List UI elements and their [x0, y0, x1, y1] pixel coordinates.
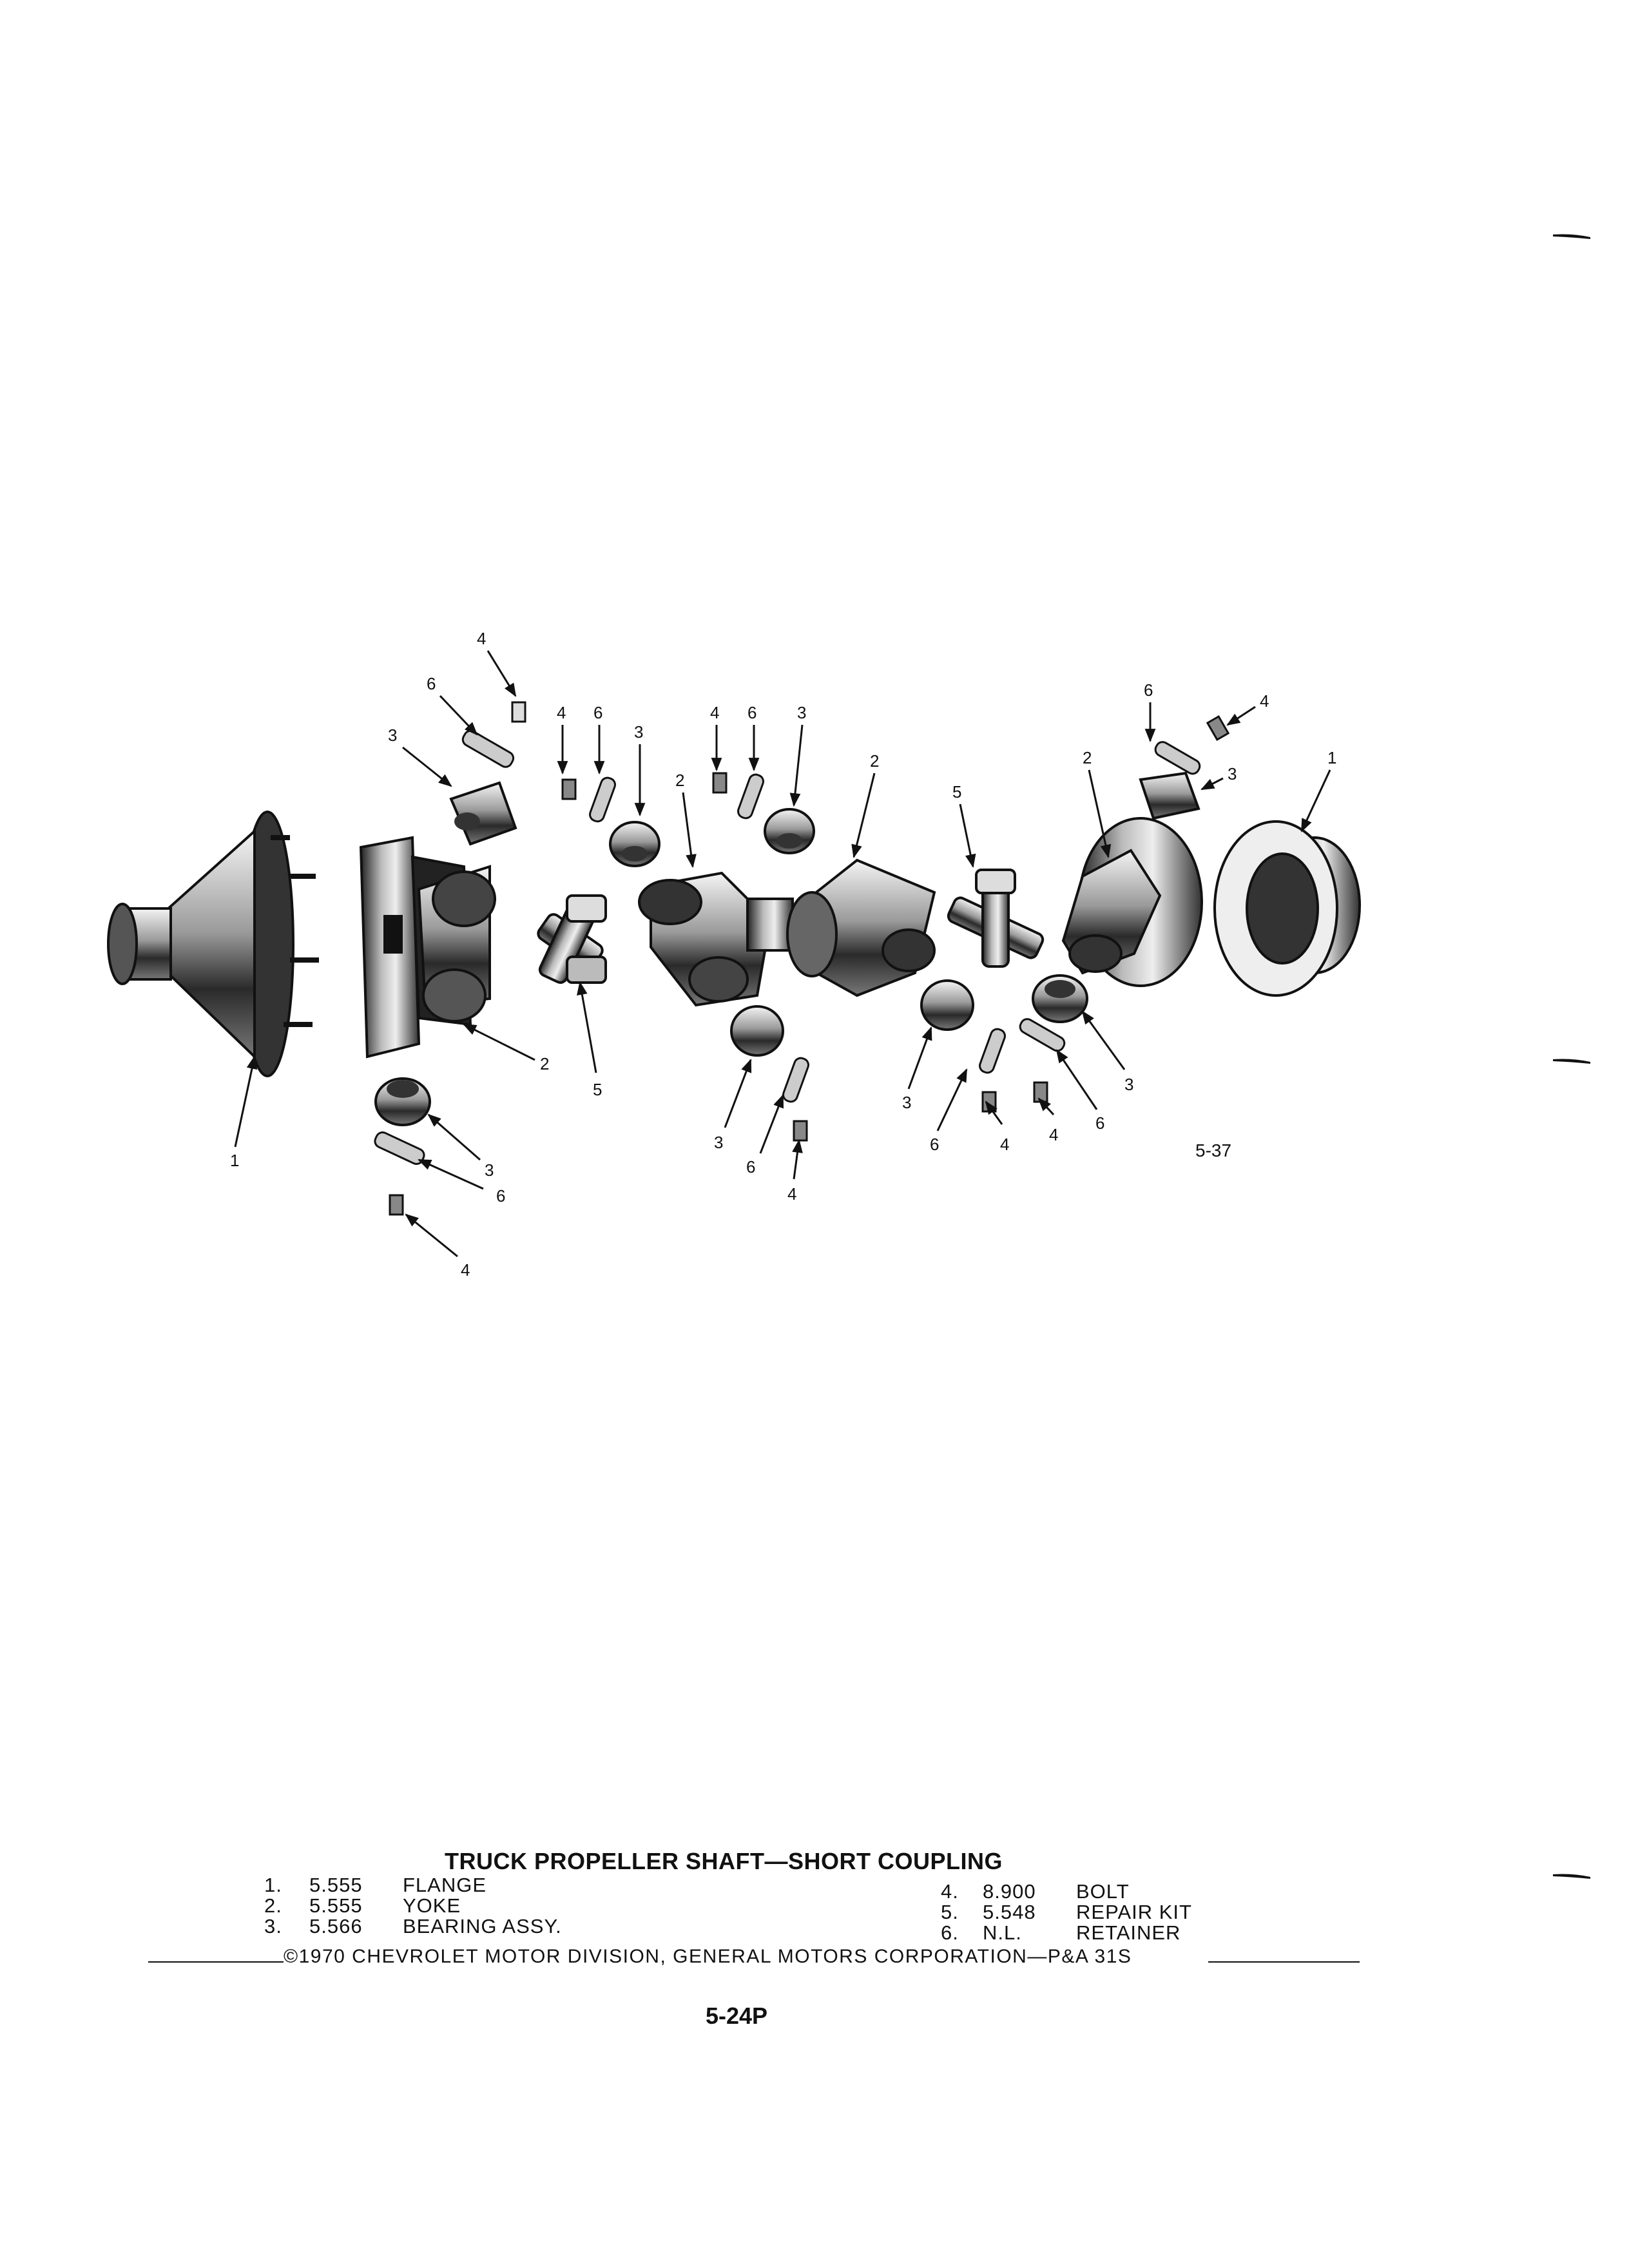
part-code: 5.555	[309, 1894, 363, 1917]
bolt	[390, 1195, 403, 1215]
callout-label: 6	[746, 1157, 756, 1177]
callout-label: 3	[388, 726, 398, 745]
part-name: BEARING ASSY.	[403, 1915, 562, 1937]
bearing-cap	[765, 809, 814, 853]
callout-label: 2	[540, 1054, 550, 1073]
cross-kit-right	[947, 870, 1045, 966]
bolt	[1034, 1082, 1047, 1102]
callout-label: 6	[496, 1186, 506, 1206]
part-name: FLANGE	[403, 1874, 487, 1896]
callout-label: 3	[1124, 1075, 1134, 1094]
part-number: 1.	[264, 1874, 282, 1896]
parts-list-right	[941, 1881, 1302, 1943]
part-name: REPAIR KIT	[1076, 1901, 1192, 1923]
retainer	[588, 776, 617, 823]
callout-label: 3	[714, 1133, 724, 1152]
bearing-cap	[731, 1006, 783, 1055]
flange-right	[1215, 822, 1360, 995]
callout-label: 5	[952, 782, 962, 802]
callout-label: 2	[870, 751, 880, 771]
yoke-right	[1063, 818, 1202, 986]
part-code: 8.900	[983, 1880, 1036, 1903]
part-number: 5.	[941, 1901, 959, 1923]
callout-label: 1	[230, 1151, 240, 1170]
retainer	[782, 1056, 811, 1103]
copyright-text: ©1970 CHEVROLET MOTOR DIVISION, GENERAL MOTORS CORPORATION—P&A 31S	[284, 1946, 1132, 1967]
divider	[148, 1961, 284, 1963]
retainer	[737, 773, 766, 820]
bearing-cap	[376, 1079, 430, 1125]
flange-left	[108, 812, 319, 1076]
callout-label: 4	[461, 1260, 470, 1280]
callout-label: 2	[1083, 748, 1092, 767]
part-code: 5.566	[309, 1915, 363, 1937]
retainer	[978, 1027, 1007, 1074]
bearing-cap	[610, 822, 659, 866]
caption-title: TRUCK PROPELLER SHAFT—SHORT COUPLING	[445, 1848, 1003, 1874]
parts-row	[941, 1923, 1302, 1943]
copyright-line	[148, 1946, 1360, 1972]
parts-row	[264, 1875, 599, 1896]
parts-list-left	[264, 1875, 599, 1937]
callout-label: 3	[902, 1093, 912, 1112]
part-name: YOKE	[403, 1894, 461, 1917]
part-number: 3.	[264, 1915, 282, 1937]
divider	[1208, 1961, 1360, 1963]
callout-label: 5	[593, 1080, 602, 1099]
callout-label: 3	[485, 1160, 494, 1180]
part-name: RETAINER	[1076, 1921, 1181, 1944]
part-code: 5.555	[309, 1874, 363, 1896]
parts-row	[941, 1881, 1302, 1902]
part-number: 4.	[941, 1880, 959, 1903]
part-code: 5.548	[983, 1901, 1036, 1923]
retainer	[461, 729, 516, 769]
bolt	[794, 1121, 807, 1140]
bearing-cap	[921, 981, 973, 1030]
part-number: 2.	[264, 1894, 282, 1917]
figure-reference: 5-37	[1195, 1140, 1232, 1160]
bearing-cap	[1033, 975, 1087, 1022]
bolt	[713, 773, 726, 793]
part-name: BOLT	[1076, 1880, 1130, 1903]
callout-label: 3	[797, 703, 807, 722]
callout-label: 4	[1000, 1135, 1010, 1154]
callout-label: 1	[1327, 748, 1337, 767]
callout-label: 6	[1144, 680, 1153, 700]
part-code: N.L.	[983, 1921, 1022, 1944]
bolt	[1208, 716, 1228, 740]
callout-label: 6	[427, 674, 436, 693]
bearing-cap	[451, 783, 516, 844]
cross-kit-left	[535, 896, 606, 985]
callout-label: 6	[1095, 1113, 1105, 1133]
callout-label: 4	[557, 703, 566, 722]
callout-label: 6	[593, 703, 603, 722]
callout-label: 4	[1049, 1125, 1059, 1144]
callout-label: 4	[1260, 691, 1269, 711]
callout-label: 4	[477, 629, 487, 648]
callout-label: 3	[1228, 764, 1237, 783]
parts-row	[264, 1916, 599, 1937]
bolt	[563, 780, 575, 799]
parts-row	[264, 1896, 599, 1916]
retainer	[1153, 740, 1202, 776]
callout-label: 6	[747, 703, 757, 722]
page-number: 5-24P	[706, 2003, 768, 2029]
callout-label: 6	[930, 1135, 940, 1154]
yoke-left	[361, 838, 495, 1057]
callout-label: 4	[710, 703, 720, 722]
callout-label: 2	[675, 771, 685, 790]
bolt	[512, 702, 525, 722]
yoke-center-right	[787, 860, 934, 995]
part-number: 6.	[941, 1921, 959, 1944]
callout-label: 3	[634, 722, 644, 742]
parts-row	[941, 1902, 1302, 1923]
retainer	[373, 1130, 427, 1166]
bolt	[983, 1092, 996, 1111]
callout-label: 4	[787, 1184, 797, 1204]
yoke-center-left	[639, 873, 793, 1005]
bearing-cap	[1141, 773, 1199, 818]
